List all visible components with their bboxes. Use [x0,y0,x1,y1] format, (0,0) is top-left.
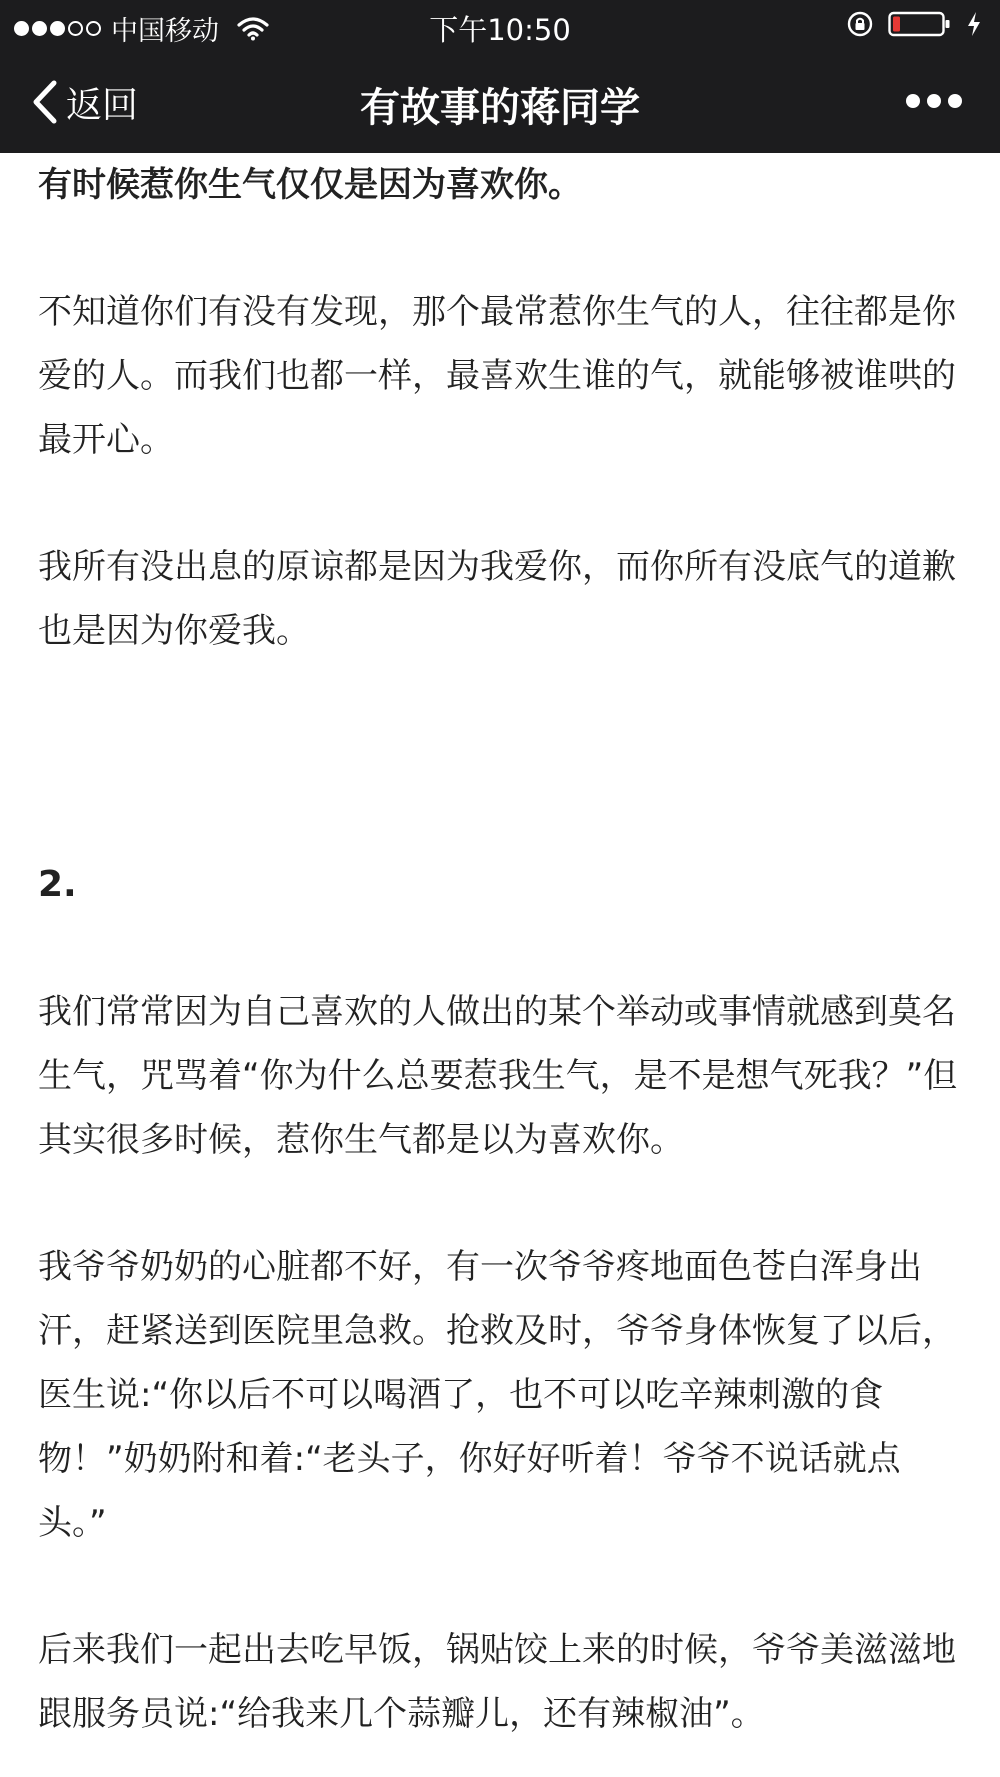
article-paragraph: 我所有没出息的原谅都是因为我爱你，而你所有没底气的道歉也是因为你爱我。 [38,547,956,651]
article-paragraph: 我爷爷奶奶的心脏都不好，有一次爷爷疼地面色苍白浑身出汗，赶紧送到医院里急救。抢救及时，爷爷身体恢复了以后，医生说:“你以后不可以喝酒了，也不可以吃辛辣刺激的食物！”奶奶附和着:“老头子，你好好听着！爷爷不说话就点头。” [38,1247,956,1543]
status-bar [0,0,1000,52]
section-number: 2. [38,864,77,905]
charging-bolt-icon [966,10,982,38]
page-title: 有故事的蒋同学 [360,85,640,131]
article-paragraph: 有时候惹你生气仅仅是因为喜欢你。 [38,165,582,205]
rotation-lock-icon [846,10,874,38]
battery-low-icon [888,10,952,38]
article-paragraph: 我们常常因为自己喜欢的人做出的某个举动或事情就感到莫名生气，咒骂着“你为什么总要惹我生气，是不是想气死我？”但其实很多时候，惹你生气都是以为喜欢你。 [38,992,958,1160]
carrier-name: 中国移动 [111,16,219,47]
article-paragraph: 不知道你们有没有发现，那个最常惹你生气的人，往往都是你爱的人。而我们也都一样，最喜欢生谁的气，就能够被谁哄的最开心。 [38,292,956,460]
nav-bar [0,52,1000,153]
status-time: 下午10:50 [429,13,571,47]
article-body [38,153,968,1746]
status-right [846,10,982,38]
article-paragraph: 后来我们一起出去吃早饭，锅贴饺上来的时候，爷爷美滋滋地跟服务员说:“给我来几个蒜瓣儿，还有辣椒油”。 [38,1630,956,1734]
back-label: 返回 [66,84,139,126]
more-dots-icon[interactable] [906,86,962,116]
